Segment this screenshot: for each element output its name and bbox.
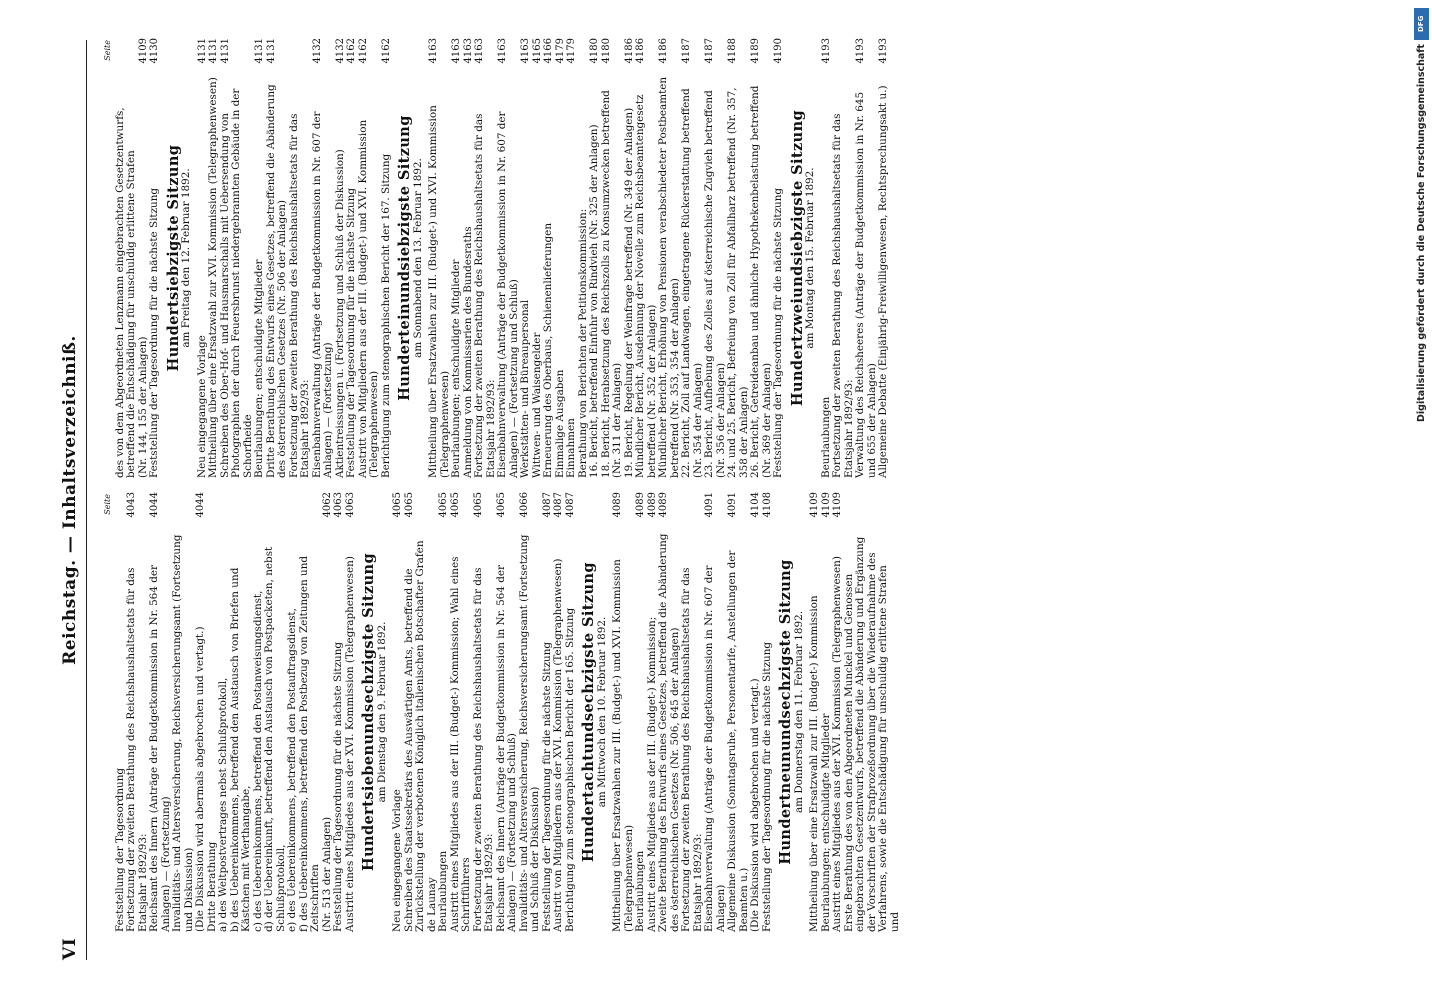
toc-entry-text: Neu eingegangene Vorlage [391, 789, 403, 932]
toc-entry-page: 4180 [600, 38, 612, 64]
toc-entry-page: 4179 [566, 38, 577, 64]
toc-entry-text: 23. Bericht, Aufhebung des Zolles auf österreichische Zugvieh betreffend (Nr. 356 der Anlagen) [703, 90, 727, 478]
toc-entry-text: Feststellung der Tagesordnung für die nächste Sitzung [332, 641, 344, 932]
toc-entry-text: Beurlaubungen [819, 396, 832, 478]
toc-entry-page: 4109 [809, 492, 820, 518]
page-number: VI [60, 937, 80, 960]
session-title: Hundertsiebenundsechzigste Sitzung [360, 552, 377, 872]
running-header [60, 40, 82, 960]
toc-entry-text: Verwaltung des Reichsheeres (Anträge der Budgetkommission in Nr. 645 und 655 der Anlagen) [854, 91, 878, 478]
toc-entry [589, 38, 601, 478]
toc-entry [750, 492, 762, 932]
toc-entry [438, 492, 450, 932]
toc-entry-page: 4179 [554, 38, 566, 64]
toc-entry-text: und [888, 911, 901, 932]
toc-entry-text: 24. und 25. Bericht, Befreiung von Zoll für Abfallharz betreffend (Nr. 357, 358 der Anlagen) [726, 87, 750, 478]
toc-entry-text: Austritt eines Mitgliedes aus der III. (Budget-) Kommission; [645, 616, 658, 932]
toc-entry-page: 4089 [646, 492, 658, 518]
toc-entry-text: Austritt eines Mitgliedes aus der XVI. Kommission (Telegraphenwesen) [831, 556, 843, 932]
toc-entry-text: Mündlicher Bericht, Erhöhung von Pensionen verabschiedeter Postbeamten betreffend (Nr. 353, 354 der Anlagen) [657, 76, 681, 478]
toc-entry-page: 4091 [704, 492, 715, 518]
toc-entry-text: Erste Berathung des von den Abgeordneten Munckel und Genossen eingebrachten Gesetzentwurfs, betreffend die Abänderung und Ergänzung der Vorschriften der Strafprozeßordnung über die Wiederaufnahme des Verfahrens, sowie die Entschädigung für unschuldig erlittene Strafen [842, 536, 889, 932]
toc-entry-text: des von dem Abgeordneten Lenzmann eingebrachten Gesetzentwurfs, betreffend die Entschädigung für unschuldig erlittene Strafen [113, 107, 137, 478]
toc-entry [762, 492, 774, 932]
toc-entry [704, 492, 727, 932]
toc-entry-page: 4109 [820, 492, 832, 518]
toc-entry-text: Feststellung der Tagesordnung [113, 767, 126, 932]
toc-entry-page: 4131 [265, 38, 277, 64]
toc-entry [381, 38, 393, 478]
toc-entry [520, 38, 532, 478]
session-title: Hundertachtundsechzigste Sitzung [580, 562, 597, 862]
toc-entry-text: Eisenbahnverwaltung (Anträge der Budgetkommission in Nr. 607 der Anlagen) [703, 565, 727, 932]
toc-entry [727, 492, 750, 932]
toc-entry-page: 4190 [773, 38, 784, 64]
toc-entry [773, 38, 785, 478]
toc-entry-page: 4163 [520, 38, 531, 64]
toc-entry [195, 492, 207, 932]
toc-entry [220, 38, 255, 478]
toc-entry-text: Allgemeine Debatte (Einjährig-Freiwilligenwesen, Rechtsprechungsakt u.) [877, 85, 889, 478]
toc-entry-text: Eisenbahnverwaltung (Anträge der Budgetkommission in Nr. 607 der Anlagen) — (Fortsetzung und Schluß) [496, 111, 520, 478]
toc-entry-page: 4066 [518, 492, 530, 518]
toc-entry-text: d) der Uebereinkunft, betreffend den Austausch von Postpacketen, nebst Schlußprotokoll, [263, 546, 287, 932]
toc-entry-text: e) des Uebereinkommens, betreffend den Postauftragsdienst, [286, 608, 298, 932]
toc-entry-text: 26. Bericht, Getreideanbau und ähnliche Hypothekenbelastung betreffend (Nr. 369 der Anlagen) [749, 85, 773, 478]
toc-entry-page: 4193 [855, 38, 866, 64]
session-title: Hundertneunundsechzigste Sitzung [777, 559, 794, 865]
toc-entry-page: 4065 [403, 492, 415, 518]
toc-entry-page: 4163 [451, 38, 462, 64]
toc-entry-page: 4089 [635, 492, 646, 518]
session-heading [777, 492, 805, 932]
session-date: am Freitag den 12. Februar 1892. [180, 168, 192, 348]
toc-entry-page: 4043 [126, 492, 137, 518]
toc-entry [218, 492, 230, 932]
toc-entry [312, 38, 335, 478]
session-date: am Dienstag den 9. Februar 1892. [375, 621, 388, 803]
toc-entry-page: 4163 [474, 38, 485, 64]
session-date: am Montag den 15. Februar 1892. [804, 167, 816, 349]
toc-entry-text: Mündlicher Bericht, Ausdehnung der Novelle zum Reichsbeamtengesetz betreffend (Nr. 352 der Anlagen) [634, 94, 658, 478]
toc-entry-text: Invaliditäts- und Altersversicherung, Reichsversicherungsamt (Fortsetzung und Schluß der Diskussion) [517, 534, 541, 932]
toc-entry [890, 492, 902, 932]
toc-entry-text: Feststellung der Tagesordnung für die nächste Sitzung [760, 641, 773, 932]
toc-entry-page: 4065 [449, 492, 461, 518]
toc-entry [496, 492, 519, 932]
toc-entry-text: Schreiben des Staatssekretärs des Auswärtigen Amts, betreffend die Zurückstellung der verbotenen Königlich italienischen Botschafter Grafen de Launay [402, 540, 438, 932]
toc-entry [345, 492, 357, 932]
toc-entry [149, 492, 172, 932]
toc-entry [266, 38, 289, 478]
session-heading [396, 38, 424, 478]
toc-entry-page: 4108 [761, 492, 773, 518]
toc-entry-text: 18. Bericht, Herabsetzung des Reichszolls zu Konsumzwecken betreffend (Nr. 311 der Anlagen) [599, 90, 623, 478]
toc-entry-page: 4132 [311, 38, 323, 64]
toc-entry [473, 492, 496, 932]
toc-entry [289, 38, 312, 478]
toc-entry [149, 38, 161, 478]
toc-entry-page: 4186 [658, 38, 669, 64]
toc-entry [809, 492, 821, 932]
toc-entry-text: Einmalige Ausgaben [553, 369, 566, 478]
toc-entry-text: Feststellung der Tagesordnung für die nächste Sitzung [148, 187, 160, 478]
toc-entry [553, 492, 565, 932]
toc-entry-page: 4131 [219, 38, 231, 64]
toc-entry-page: 4189 [750, 38, 761, 64]
toc-entry-page: 4193 [878, 38, 889, 64]
toc-entry-text: (Die Diskussion wird abgebrochen und vertagt.) [749, 678, 761, 932]
toc-entry-text: Beurlaubungen; entschuldigte Mitglieder [819, 713, 832, 932]
toc-entry-page: 4044 [195, 492, 206, 518]
toc-entry-text: 16. Bericht, betreffend Einfuhr von Rindvieh (Nr. 325 der Anlagen) [588, 124, 600, 478]
session-heading [164, 38, 193, 478]
toc-entry-page: 4065 [392, 492, 403, 518]
toc-entry-page: 4165 [531, 38, 543, 64]
session-heading [788, 38, 817, 478]
toc-entry [333, 492, 345, 932]
toc-entry-page: 4065 [438, 492, 449, 518]
toc-entry-page: 4104 [750, 492, 761, 518]
session-title: Hundertzweiundsiebzigste Sitzung [788, 109, 806, 407]
toc-entry-text: Anmeldung von Kommissarien des Bundesraths [461, 226, 474, 478]
toc-entry-page: 4186 [635, 38, 646, 64]
toc-entry-page: 4131 [208, 38, 219, 64]
digitization-note: Digitalisierung gefördert durch die Deutsche Forschungsgemeinschaft [1416, 44, 1427, 422]
toc-entry-text: (Die Diskussion wird abermals abgebrochen und vertagt.) [194, 626, 206, 932]
toc-entry-text: Beurlaubungen; entschuldigte Mitglieder [253, 259, 265, 478]
toc-entry-text: Neu eingegangene Vorlage [195, 335, 208, 478]
toc-entry-text: (Nr. 144, 155 der Anlagen) [136, 336, 149, 478]
toc-entry-text: Schreiben des Ober-Hof- und Hausmarschalls mit Uebersendung von Photographien der durch Feuersbrunst niedergebrannten Gebäude in der Schorfheide [218, 88, 254, 478]
toc-entry-text: Erneuerung des Oberbaus, Schienenlieferungen [542, 222, 554, 478]
toc-entry-text: Fortsetzung der zweiten Berathung des Reichshaushaltsetats für das Etatsjahr 1892/93: [471, 567, 495, 932]
toc-entry-page: 4063 [333, 492, 344, 518]
toc-entry-page: 4087 [541, 492, 553, 518]
toc-entry-text: Feststellung der Tagesordnung für die nächste Sitzung [540, 641, 553, 932]
toc-entry-page: 4091 [727, 492, 738, 518]
toc-entry-text: Mittheilung über Ersatzwahlen zur III. (Budget-) und XVI. Kommission (Telegraphenwesen) [427, 105, 451, 478]
toc-entry-text: Mittheilung über Ersatzwahlen zur III. (Budget-) und XVI. Kommission (Telegraphenwesen) [611, 559, 635, 932]
toc-entry-page: 4187 [704, 38, 715, 64]
toc-entry [172, 492, 195, 932]
toc-entry-page: 4089 [612, 492, 623, 518]
toc-entry [404, 492, 439, 932]
toc-entry-page: 4163 [497, 38, 508, 64]
toc-entry-text: Werkstätten- und Büreaupersonal [519, 299, 531, 478]
toc-entry [450, 492, 473, 932]
toc-entry-page: 4162 [357, 38, 369, 64]
toc-entry-page: 4065 [472, 492, 484, 518]
toc-entry-text: Beurlaubungen [634, 850, 646, 932]
toc-entry-page: 4063 [344, 492, 356, 518]
toc-entry [878, 38, 890, 478]
session-date: am Mittwoch den 10. Februar 1892. [595, 616, 608, 808]
toc-entry-page: 4188 [727, 38, 738, 64]
toc-entry-text: Beurlaubungen; entschuldigte Mitglieder [450, 259, 462, 478]
session-date: am Sonnabend den 13. Februar 1892. [411, 158, 424, 358]
session-title: Hundertsiebzigste Sitzung [164, 144, 182, 372]
toc-entry-text: Austritt eines Mitgliedes aus der III. (Budget-) Kommission; Wahl eines Schriftführers [448, 556, 472, 932]
toc-entry-page: 4193 [820, 38, 832, 64]
toc-entry-text: Mittheilung über eine Ersatzwahl zur III. (Budget-) Kommission [808, 595, 820, 932]
toc-entry [750, 38, 773, 478]
toc-entry-text: Reichsamt des Innern (Anträge der Budgetkommission in Nr. 564 der Anlagen) — (Fortsetzung) [148, 565, 172, 932]
toc-entry-page: 4087 [564, 492, 576, 518]
toc-entry [299, 492, 322, 932]
toc-entry [635, 38, 658, 478]
toc-entry [635, 492, 647, 932]
toc-entry-text: c) des Uebereinkommens, betreffend den Postanweisungsdienst, [251, 590, 264, 932]
toc-entry [346, 38, 358, 478]
toc-entry-page: 4087 [553, 492, 564, 518]
toc-entry [727, 38, 750, 478]
toc-entry-text: Mittheilung über eine Ersatzwahl zur XVI. Kommission (Telegraphenwesen) [207, 77, 219, 478]
toc-entry [451, 38, 463, 478]
toc-entry-page: 4187 [681, 38, 692, 64]
toc-entry-page: 4180 [589, 38, 600, 64]
toc-entry [230, 492, 253, 932]
digitization-strip [1414, 8, 1430, 983]
toc-entry [855, 38, 878, 478]
toc-entry-text: Fortsetzung der zweiten Berathung des Reichshaushaltsetats für das Etatsjahr 1892/93: [287, 113, 311, 478]
toc-entry-page: 4044 [149, 492, 160, 518]
toc-entry-text: Fortsetzung der zweiten Berathung des Reichshaushaltsetats für das Etatsjahr 1892/93: [831, 113, 855, 478]
toc-entry-page: 4065 [495, 492, 507, 518]
toc-entry-text: Dritte Berathung [205, 841, 218, 932]
toc-entry-page: 4130 [149, 38, 160, 64]
toc-entry [555, 38, 567, 478]
toc-entry-page: 4131 [254, 38, 265, 64]
toc-entry-text: Berichtigung zum stenographischen Bericht der 167. Sitzung [379, 153, 392, 478]
toc-entry [566, 38, 578, 478]
toc-entry-page: 4163 [462, 38, 474, 64]
toc-entry [844, 492, 890, 932]
toc-entry [832, 492, 844, 932]
toc-entry [115, 38, 138, 478]
toc-entry-text: Austritt von Mitgliedern aus der III. (Budget-) und XVI. Kommission (Telegraphenwesen) [356, 119, 380, 478]
toc-entry-text: Fortsetzung der zweiten Berathung des Reichshaushaltsetats für das Etatsjahr 1892/93: [473, 113, 497, 478]
toc-entry-text: Reichsamt des Innern (Anträge der Budgetkommission in Nr. 564 der Anlagen) — (Fortsetzung und Schluß) [494, 565, 518, 932]
toc-entry [428, 38, 451, 478]
toc-entry-text: Berichtigung zum stenographischen Bericht der 165. Sitzung [563, 607, 576, 932]
session-heading [580, 492, 608, 932]
header-rule [86, 40, 87, 960]
toc-entry [658, 38, 681, 478]
toc-entry-text: 19. Bericht, Regelung der Weinfrage betreffend (Nr. 349 der Anlagen) [622, 107, 635, 478]
toc-entry [474, 38, 497, 478]
toc-entry [208, 38, 220, 478]
toc-entry-text: Feststellung der Tagesordnung für die nächste Sitzung [772, 187, 784, 478]
toc-entry-page: 4109 [832, 492, 843, 518]
toc-entry-text: Einnahmen [565, 418, 577, 478]
toc-entry-page: 4131 [196, 38, 208, 64]
toc-entry-text: Wittwen- und Waisengelder [530, 332, 543, 478]
toc-entry [832, 38, 855, 478]
toc-entry-text: Feststellung der Tagesordnung für die nächste Sitzung [345, 187, 357, 478]
toc-entry-page: 4162 [346, 38, 357, 64]
toc-entry-page: 4163 [428, 38, 439, 64]
toc-entry [681, 38, 704, 478]
toc-entry [254, 38, 266, 478]
toc-entry-text: Austritt eines Mitgliedes aus der XVI. Kommission (Telegraphenwesen) [343, 556, 356, 932]
toc-entry-text: Dritte Berathung des Entwurfs eines Gesetzes, betreffend die Abänderung des österreichischen Gesetzes (Nr. 506 der Anlagen) [264, 84, 288, 478]
toc-entry [601, 38, 624, 478]
toc-entry-text: a) des Weltpostvertrages nebst Schlußprotokoll, [217, 677, 229, 932]
toc-entry [264, 492, 287, 932]
toc-entry [704, 38, 727, 478]
toc-entry-page: 4162 [380, 38, 392, 64]
toc-entry [519, 492, 542, 932]
toc-column-right [102, 38, 890, 478]
toc-entry-text: Austritt von Mitgliedern aus der XVI. Kommission (Telegraphenwesen) [552, 558, 564, 932]
toc-entry-text: Aktientreissungen u. (Fortsetzung und Schluß der Diskussion) [333, 149, 346, 478]
toc-entry [612, 492, 635, 932]
toc-entry-text: 22. Bericht, Zoll auf Landwagen, eingetragene Rückerstattung betreffend (Nr. 354 der Anlagen) [680, 88, 704, 478]
toc-entry [392, 492, 404, 932]
toc-entry-text: Allgemeine Diskussion (Sonntagsruhe, Personentarife, Anstellungen der Beamten u.) [726, 550, 750, 932]
toc-entry-page: 4089 [658, 492, 669, 518]
toc-entry-text: Fortsetzung der zweiten Berathung des Reichshaushaltsetats für das Etatsjahr 1892/93: [125, 567, 149, 932]
toc-entry-page: 4186 [623, 38, 635, 64]
session-date: am Donnerstag den 11. Februar 1892. [792, 610, 805, 814]
seite-label: Seite [103, 40, 112, 61]
toc-entry-text: Invaliditäts- und Altersversicherung, Reichsversicherungsamt (Fortsetzung und Diskussion) [171, 534, 195, 932]
toc-entry-text: f) des Uebereinkommens, betreffend den Postbezug von Zeitungen und Zeitschriften [297, 555, 321, 932]
session-heading [360, 492, 388, 932]
running-title: Reichstag. — Inhaltsverzeichniß. [60, 335, 80, 665]
toc-entry [565, 492, 577, 932]
toc-entry [681, 492, 704, 932]
toc-entry-text: Fortsetzung der zweiten Berathung des Reichshaushaltsetats für das Etatsjahr 1892/93: [680, 567, 704, 932]
toc-entry-text: Berathung von Berichten der Petitionskommission: [576, 208, 589, 478]
toc-entry [126, 492, 149, 932]
toc-entry-page: 4109 [137, 38, 149, 64]
toc-entry-text: b) des Uebereinkommens, betreffend den Austausch von Briefen und Kästchen mit Werthangabe, [228, 567, 252, 932]
toc-entry-page: 4166 [543, 38, 554, 64]
toc-entry-text: (Nr. 513 der Anlagen) [320, 816, 333, 932]
toc-entry-page: 4132 [334, 38, 346, 64]
toc-entry [287, 492, 299, 932]
toc-entry [658, 492, 681, 932]
toc-entry [543, 38, 555, 478]
dfg-logo: DFG [1414, 8, 1429, 40]
seite-label: Seite [103, 494, 112, 515]
toc-entry-text: Zweite Berathung des Entwurfs eines Gesetzes, betreffend die Abänderung des österreichischen Gesetzes (Nr. 506, 645 der Anlagen) [657, 533, 681, 932]
toc-entry [358, 38, 381, 478]
toc-entry-text: Beurlaubungen [437, 850, 449, 932]
toc-entry-page: 4062 [321, 492, 333, 518]
toc-entry-text: Eisenbahnverwaltung (Anträge der Budgetkommission in Nr. 607 der Anlagen) — (Fortsetzung) [310, 111, 334, 478]
toc-entry [497, 38, 520, 478]
toc-column-left [102, 492, 901, 932]
session-title: Hunderteinundsiebzigste Sitzung [396, 115, 413, 401]
